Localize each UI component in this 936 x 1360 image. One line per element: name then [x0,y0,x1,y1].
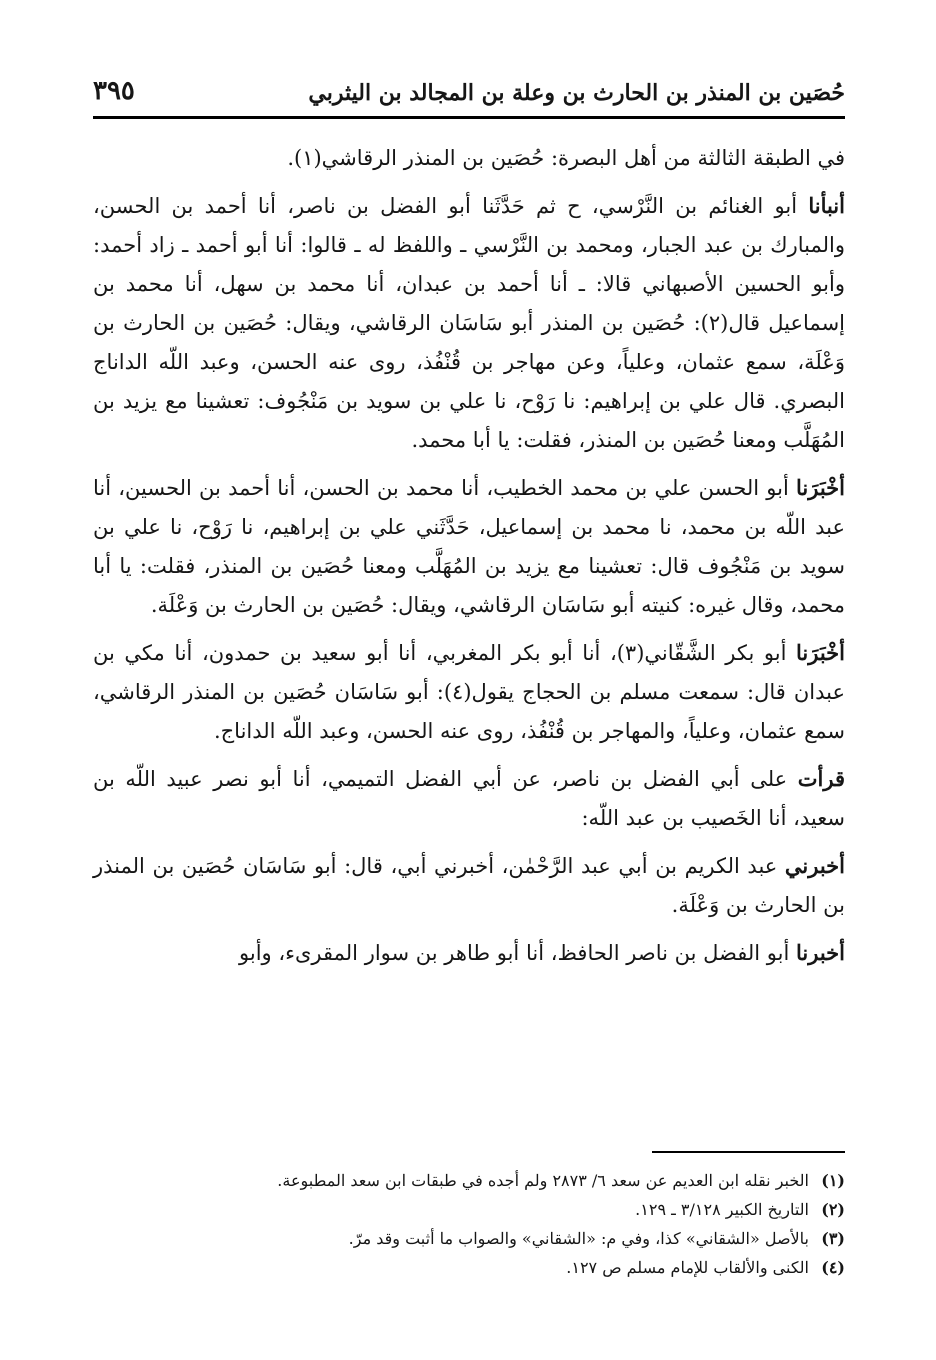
paragraph-text: أبو الحسن علي بن محمد الخطيب، أنا محمد بن الحسن، أنا أحمد بن الحسين، أنا عبد اللّه بن محمد، نا محمد بن إسماعيل، حَدَّثَني علي بن إبراهيم، نا رَوْح، نا علي بن سويد بن مَنْجُوف قال: تعشينا مع يزيد بن المُهَلَّب ومعنا حُصَين بن المنذر، فقلت: يا أبا محمد، وقال غيره: كنيته أبو سَاسَان الرقاشي، ويقال: حُصَين بن الحارث بن وَعْلَة. [93,476,845,617]
footnote-item [93,1224,845,1253]
paragraph-lead: أنبأنا [808,193,845,218]
paragraph-lead: أخبرنا [796,940,845,965]
paragraph-1 [93,138,845,178]
paragraph-3 [93,468,845,625]
footnote-item [93,1253,845,1282]
footnote-number: (٤) [821,1258,845,1277]
footnote-text: الكنى والألقاب للإمام مسلم ص ١٢٧. [566,1258,809,1277]
paragraph-text: على أبي الفضل بن ناصر، عن أبي الفضل التميمي، أنا أبو نصر عبيد اللّه بن سعيد، أنا الخَصيب بن عبد اللّه: [93,767,845,830]
footnotes [93,1166,845,1282]
main-text [93,138,845,981]
paragraph-text: أبو الغنائم بن النَّرْسي، ح ثم حَدَّثَنا أبو الفضل بن ناصر، أنا أحمد بن الحسن، والمبارك بن عبد الجبار، ومحمد بن النَّرْسي ـ واللفظ له ـ قالوا: أنا أبو أحمد ـ زاد أحمد: وأبو الحسين الأصبهاني قالا: ـ أنا أحمد بن عبدان، أنا محمد بن سهل، أنا محمد بن إسماعيل قال(٢): حُصَين بن المنذر أبو سَاسَان الرقاشي، ويقال: حُصَين بن الحارث بن وَعْلَة، سمع عثمان، وعلياً، وعن مهاجر بن قُنْفُذ، روى عنه الحسن، وعبد اللّه الداناج البصري. قال علي بن إبراهيم: نا رَوْح، نا علي بن سويد بن مَنْجُوف: تعشينا مع يزيد بن المُهَلَّب ومعنا حُصَين بن المنذر، فقلت: يا أبا محمد. [93,194,845,452]
paragraph-7 [93,933,845,973]
paragraph-text: عبد الكريم بن أبي عبد الرَّحْمٰن، أخبرني أبي، قال: أبو سَاسَان حُصَين بن المنذر بن الحارث بن وَعْلَة. [93,854,845,917]
paragraph-text: في الطبقة الثالثة من أهل البصرة: حُصَين بن المنذر الرقاشي(١). [287,146,845,170]
footnote-number: (٢) [821,1200,845,1219]
paragraph-text: أبو الفضل بن ناصر الحافظ، أنا أبو طاهر بن سوار المقرىء، وأبو [239,941,797,965]
header-rule [93,116,845,119]
paragraph-lead: أخْبَرَنا [796,475,845,500]
running-title: حُصَين بن المنذر بن الحارث بن وعلة بن المجالد بن اليثربي [308,80,845,106]
paragraph-lead: أخبرني [784,853,845,878]
paragraph-4 [93,633,845,751]
footnote-rule [652,1151,845,1153]
page-number: ٣٩٥ [93,76,135,106]
footnote-text: بالأصل «الشقاني» كذا، وفي م: «الشقاني» والصواب ما أثبت وقد مرّ. [348,1229,809,1248]
paragraph-2 [93,186,845,460]
footnote-text: التاريخ الكبير ٣/١٢٨ ـ ١٢٩. [635,1200,809,1219]
footnote-text: الخبر نقله ابن العديم عن سعد ٦/ ٢٨٧٣ ولم أجده في طبقات ابن سعد المطبوعة. [277,1171,809,1190]
footnote-item [93,1195,845,1224]
footnote-number: (١) [821,1171,845,1190]
paragraph-lead: أخْبَرَنا [796,640,845,665]
paragraph-lead: قرأت [797,766,845,791]
paragraph-5 [93,759,845,838]
footnote-number: (٣) [821,1229,845,1248]
paragraph-6 [93,846,845,925]
page-header [93,70,845,114]
paragraph-text: أبو بكر الشَّقّاني(٣)، أنا أبو بكر المغربي، أنا أبو سعيد بن حمدون، أنا مكي بن عبدان قال: سمعت مسلم بن الحجاج يقول(٤): أبو سَاسَان حُصَين بن المنذر الرقاشي، سمع عثمان، وعلياً، والمهاجر بن قُنْفُذ، روى عنه الحسن، وعبد اللّه الداناج. [93,641,845,743]
footnote-item [93,1166,845,1195]
